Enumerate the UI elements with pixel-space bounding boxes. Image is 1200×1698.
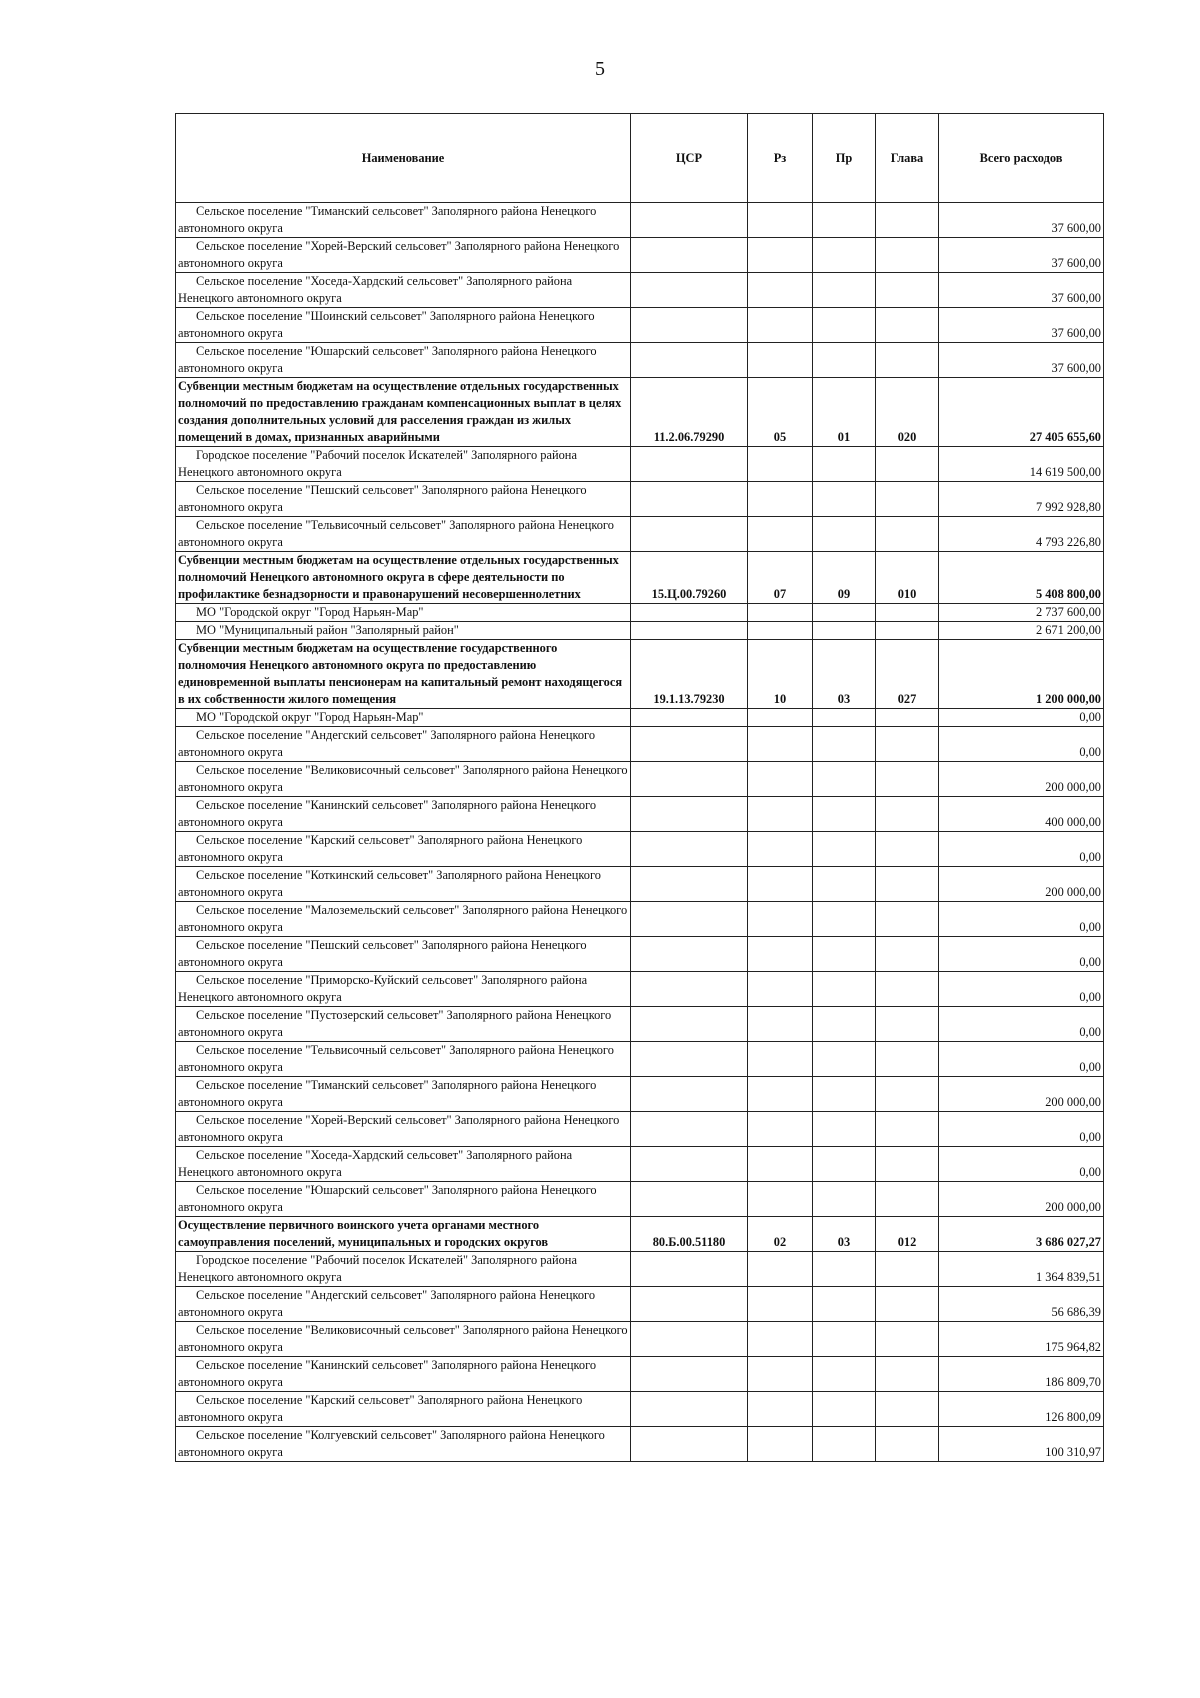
cell-glava: [876, 343, 939, 378]
cell-total: 37 600,00: [939, 203, 1104, 238]
cell-pr: [813, 273, 876, 308]
table-row: [176, 1147, 1104, 1182]
table-row: [176, 709, 1104, 727]
cell-rz: [748, 622, 813, 640]
cell-name: Сельское поселение "Тельвисочный сельсовет" Заполярного района Ненецкого автономного округа: [176, 517, 631, 552]
table-row: [176, 447, 1104, 482]
cell-name: Сельское поселение "Пешский сельсовет" Заполярного района Ненецкого автономного округа: [176, 937, 631, 972]
cell-name: Сельское поселение "Коткинский сельсовет" Заполярного района Ненецкого автономного округа: [176, 867, 631, 902]
cell-pr: [813, 203, 876, 238]
cell-pr: [813, 1077, 876, 1112]
cell-total: 2 671 200,00: [939, 622, 1104, 640]
cell-glava: [876, 273, 939, 308]
cell-csr: [631, 937, 748, 972]
cell-rz: [748, 1182, 813, 1217]
cell-glava: [876, 1182, 939, 1217]
cell-rz: [748, 1287, 813, 1322]
cell-name: Сельское поселение "Канинский сельсовет" Заполярного района Ненецкого автономного округа: [176, 1357, 631, 1392]
cell-csr: [631, 203, 748, 238]
cell-glava: [876, 1077, 939, 1112]
cell-glava: 020: [876, 378, 939, 447]
cell-glava: 010: [876, 552, 939, 604]
cell-name: Сельское поселение "Хоседа-Хардский сельсовет" Заполярного района Ненецкого автономного округа: [176, 273, 631, 308]
cell-pr: 01: [813, 378, 876, 447]
cell-glava: [876, 1147, 939, 1182]
cell-glava: [876, 1427, 939, 1462]
cell-total: 400 000,00: [939, 797, 1104, 832]
table-row: [176, 343, 1104, 378]
cell-pr: [813, 447, 876, 482]
cell-csr: [631, 343, 748, 378]
cell-pr: [813, 604, 876, 622]
table-row: [176, 1357, 1104, 1392]
cell-total: 1 364 839,51: [939, 1252, 1104, 1287]
cell-pr: [813, 1392, 876, 1427]
cell-total: 0,00: [939, 972, 1104, 1007]
cell-glava: [876, 1112, 939, 1147]
cell-csr: [631, 1287, 748, 1322]
cell-csr: [631, 238, 748, 273]
cell-total: 0,00: [939, 727, 1104, 762]
cell-glava: [876, 1007, 939, 1042]
cell-glava: [876, 238, 939, 273]
cell-glava: [876, 1392, 939, 1427]
cell-total: 0,00: [939, 1112, 1104, 1147]
budget-table: [175, 113, 1104, 1462]
cell-total: 0,00: [939, 1147, 1104, 1182]
table-row: [176, 1252, 1104, 1287]
cell-pr: [813, 902, 876, 937]
cell-pr: [813, 1252, 876, 1287]
cell-glava: [876, 797, 939, 832]
cell-pr: [813, 937, 876, 972]
table-row: [176, 832, 1104, 867]
cell-name: Субвенции местным бюджетам на осуществление отдельных государственных полномочий Ненецкого автономного округа в сфере деятельности по профилактике безнадзорности и правонарушений несовершеннолетних: [176, 552, 631, 604]
cell-name: Сельское поселение "Приморско-Куйский сельсовет" Заполярного района Ненецкого автономного округа: [176, 972, 631, 1007]
cell-total: 126 800,09: [939, 1392, 1104, 1427]
table-body: [176, 203, 1104, 1462]
cell-name: Сельское поселение "Хорей-Верский сельсовет" Заполярного района Ненецкого автономного округа: [176, 1112, 631, 1147]
cell-name: Сельское поселение "Тиманский сельсовет" Заполярного района Ненецкого автономного округа: [176, 203, 631, 238]
cell-total: 14 619 500,00: [939, 447, 1104, 482]
cell-csr: 19.1.13.79230: [631, 640, 748, 709]
cell-name: Осуществление первичного воинского учета органами местного самоуправления поселений, муниципальных и городских округов: [176, 1217, 631, 1252]
cell-total: 56 686,39: [939, 1287, 1104, 1322]
cell-pr: [813, 622, 876, 640]
cell-rz: [748, 762, 813, 797]
cell-name: Сельское поселение "Канинский сельсовет" Заполярного района Ненецкого автономного округа: [176, 797, 631, 832]
cell-glava: [876, 622, 939, 640]
cell-pr: [813, 1427, 876, 1462]
cell-total: 2 737 600,00: [939, 604, 1104, 622]
cell-name: Субвенции местным бюджетам на осуществление отдельных государственных полномочий по предоставлению гражданам компенсационных выплат в целях создания дополнительных условий для расселения граждан из жилых помещений в домах, признанных аварийными: [176, 378, 631, 447]
cell-glava: [876, 867, 939, 902]
header-name: Наименование: [176, 114, 631, 203]
cell-csr: [631, 797, 748, 832]
cell-csr: 11.2.06.79290: [631, 378, 748, 447]
cell-rz: [748, 1252, 813, 1287]
cell-csr: [631, 1252, 748, 1287]
cell-csr: [631, 482, 748, 517]
cell-name: МО "Городской округ "Город Нарьян-Мар": [176, 709, 631, 727]
header-pr: Пр: [813, 114, 876, 203]
header-rz: Рз: [748, 114, 813, 203]
table-row: [176, 203, 1104, 238]
cell-rz: [748, 727, 813, 762]
table-row: [176, 1112, 1104, 1147]
cell-name: Городское поселение "Рабочий поселок Искателей" Заполярного района Ненецкого автономного округа: [176, 447, 631, 482]
cell-csr: [631, 1112, 748, 1147]
cell-csr: [631, 727, 748, 762]
cell-glava: [876, 1287, 939, 1322]
cell-pr: [813, 1112, 876, 1147]
cell-rz: 02: [748, 1217, 813, 1252]
cell-pr: [813, 1147, 876, 1182]
cell-csr: [631, 1392, 748, 1427]
table-row: [176, 308, 1104, 343]
cell-glava: [876, 1357, 939, 1392]
cell-pr: [813, 1007, 876, 1042]
table-row: [176, 867, 1104, 902]
cell-rz: [748, 1112, 813, 1147]
table-row-section: [176, 552, 1104, 604]
cell-pr: [813, 797, 876, 832]
table-header-row: [176, 114, 1104, 203]
page-number: 5: [595, 58, 605, 80]
cell-total: 200 000,00: [939, 1077, 1104, 1112]
cell-name: МО "Городской округ "Город Нарьян-Мар": [176, 604, 631, 622]
cell-name: Сельское поселение "Шоинский сельсовет" Заполярного района Ненецкого автономного округа: [176, 308, 631, 343]
cell-pr: [813, 867, 876, 902]
cell-rz: [748, 709, 813, 727]
cell-csr: [631, 1007, 748, 1042]
cell-csr: [631, 273, 748, 308]
cell-csr: [631, 447, 748, 482]
cell-total: 3 686 027,27: [939, 1217, 1104, 1252]
table-row: [176, 1077, 1104, 1112]
table-row-section: [176, 1217, 1104, 1252]
cell-csr: [631, 604, 748, 622]
cell-rz: [748, 482, 813, 517]
cell-glava: [876, 709, 939, 727]
cell-rz: [748, 308, 813, 343]
cell-rz: [748, 238, 813, 273]
cell-glava: [876, 604, 939, 622]
cell-glava: [876, 902, 939, 937]
cell-total: 0,00: [939, 937, 1104, 972]
cell-csr: [631, 1182, 748, 1217]
cell-total: 200 000,00: [939, 1182, 1104, 1217]
cell-rz: [748, 797, 813, 832]
cell-name: Сельское поселение "Хорей-Верский сельсовет" Заполярного района Ненецкого автономного округа: [176, 238, 631, 273]
cell-glava: [876, 517, 939, 552]
cell-rz: [748, 343, 813, 378]
cell-total: 5 408 800,00: [939, 552, 1104, 604]
cell-pr: [813, 308, 876, 343]
table-row-section: [176, 640, 1104, 709]
table-row: [176, 273, 1104, 308]
table-row: [176, 604, 1104, 622]
cell-pr: [813, 832, 876, 867]
cell-pr: [813, 709, 876, 727]
cell-rz: [748, 604, 813, 622]
cell-rz: [748, 867, 813, 902]
cell-rz: [748, 1042, 813, 1077]
cell-csr: [631, 622, 748, 640]
cell-total: 0,00: [939, 1007, 1104, 1042]
cell-rz: [748, 832, 813, 867]
table-row: [176, 482, 1104, 517]
cell-csr: [631, 902, 748, 937]
table-row: [176, 972, 1104, 1007]
cell-pr: [813, 343, 876, 378]
cell-csr: [631, 308, 748, 343]
cell-total: 0,00: [939, 832, 1104, 867]
cell-pr: [813, 727, 876, 762]
table-row: [176, 797, 1104, 832]
table-row: [176, 622, 1104, 640]
table-row: [176, 1322, 1104, 1357]
cell-name: Сельское поселение "Тельвисочный сельсовет" Заполярного района Ненецкого автономного округа: [176, 1042, 631, 1077]
cell-rz: 10: [748, 640, 813, 709]
cell-glava: [876, 447, 939, 482]
cell-total: 4 793 226,80: [939, 517, 1104, 552]
cell-rz: 07: [748, 552, 813, 604]
cell-glava: [876, 1042, 939, 1077]
cell-glava: [876, 727, 939, 762]
cell-total: 100 310,97: [939, 1427, 1104, 1462]
cell-total: 37 600,00: [939, 273, 1104, 308]
cell-pr: [813, 1042, 876, 1077]
table-row: [176, 1007, 1104, 1042]
cell-rz: [748, 1427, 813, 1462]
table-row: [176, 762, 1104, 797]
cell-glava: [876, 762, 939, 797]
cell-rz: 05: [748, 378, 813, 447]
cell-name: Сельское поселение "Великовисочный сельсовет" Заполярного района Ненецкого автономного округа: [176, 762, 631, 797]
cell-csr: [631, 1077, 748, 1112]
table-row: [176, 1287, 1104, 1322]
cell-csr: [631, 972, 748, 1007]
cell-glava: 012: [876, 1217, 939, 1252]
cell-csr: 15.Ц.00.79260: [631, 552, 748, 604]
cell-name: Сельское поселение "Великовисочный сельсовет" Заполярного района Ненецкого автономного округа: [176, 1322, 631, 1357]
cell-rz: [748, 1392, 813, 1427]
table-row-section: [176, 378, 1104, 447]
cell-csr: [631, 1322, 748, 1357]
header-csr: ЦСР: [631, 114, 748, 203]
cell-rz: [748, 1077, 813, 1112]
cell-rz: [748, 972, 813, 1007]
cell-total: 37 600,00: [939, 238, 1104, 273]
cell-csr: [631, 1147, 748, 1182]
header-total: Всего расходов: [939, 114, 1104, 203]
cell-total: 0,00: [939, 709, 1104, 727]
cell-pr: 03: [813, 1217, 876, 1252]
cell-pr: [813, 238, 876, 273]
cell-name: Сельское поселение "Пустозерский сельсовет" Заполярного района Ненецкого автономного округа: [176, 1007, 631, 1042]
cell-csr: [631, 709, 748, 727]
cell-pr: [813, 972, 876, 1007]
cell-csr: [631, 867, 748, 902]
cell-glava: [876, 972, 939, 1007]
cell-total: 200 000,00: [939, 867, 1104, 902]
cell-pr: [813, 1287, 876, 1322]
cell-total: 186 809,70: [939, 1357, 1104, 1392]
cell-glava: [876, 308, 939, 343]
cell-pr: [813, 762, 876, 797]
table-row: [176, 727, 1104, 762]
cell-rz: [748, 1357, 813, 1392]
cell-total: 200 000,00: [939, 762, 1104, 797]
cell-glava: [876, 203, 939, 238]
cell-rz: [748, 902, 813, 937]
cell-glava: [876, 1252, 939, 1287]
cell-rz: [748, 1007, 813, 1042]
cell-name: Сельское поселение "Андегский сельсовет" Заполярного района Ненецкого автономного округа: [176, 1287, 631, 1322]
cell-total: 175 964,82: [939, 1322, 1104, 1357]
cell-total: 7 992 928,80: [939, 482, 1104, 517]
cell-rz: [748, 517, 813, 552]
cell-rz: [748, 273, 813, 308]
cell-name: Городское поселение "Рабочий поселок Искателей" Заполярного района Ненецкого автономного округа: [176, 1252, 631, 1287]
cell-pr: [813, 517, 876, 552]
cell-glava: [876, 1322, 939, 1357]
cell-name: Сельское поселение "Колгуевский сельсовет" Заполярного района Ненецкого автономного округа: [176, 1427, 631, 1462]
table-row: [176, 1042, 1104, 1077]
cell-name: Сельское поселение "Хоседа-Хардский сельсовет" Заполярного района Ненецкого автономного округа: [176, 1147, 631, 1182]
cell-glava: [876, 832, 939, 867]
cell-total: 27 405 655,60: [939, 378, 1104, 447]
table-row: [176, 238, 1104, 273]
cell-name: Сельское поселение "Карский сельсовет" Заполярного района Ненецкого автономного округа: [176, 1392, 631, 1427]
cell-pr: [813, 482, 876, 517]
table-row: [176, 1182, 1104, 1217]
table-row: [176, 902, 1104, 937]
cell-rz: [748, 1322, 813, 1357]
cell-total: 37 600,00: [939, 308, 1104, 343]
cell-csr: [631, 1042, 748, 1077]
cell-total: 0,00: [939, 902, 1104, 937]
cell-name: МО "Муниципальный район "Заполярный район": [176, 622, 631, 640]
cell-name: Сельское поселение "Андегский сельсовет" Заполярного района Ненецкого автономного округа: [176, 727, 631, 762]
header-glava: Глава: [876, 114, 939, 203]
cell-csr: [631, 762, 748, 797]
cell-glava: 027: [876, 640, 939, 709]
table-row: [176, 1427, 1104, 1462]
cell-glava: [876, 937, 939, 972]
cell-csr: [631, 1427, 748, 1462]
cell-name: Сельское поселение "Тиманский сельсовет" Заполярного района Ненецкого автономного округа: [176, 1077, 631, 1112]
cell-pr: [813, 1357, 876, 1392]
cell-csr: [631, 1357, 748, 1392]
cell-name: Сельское поселение "Карский сельсовет" Заполярного района Ненецкого автономного округа: [176, 832, 631, 867]
cell-total: 1 200 000,00: [939, 640, 1104, 709]
cell-pr: [813, 1322, 876, 1357]
cell-name: Сельское поселение "Малоземельский сельсовет" Заполярного района Ненецкого автономного округа: [176, 902, 631, 937]
cell-name: Субвенции местным бюджетам на осуществление государственного полномочия Ненецкого автономного округа по предоставлению единовременной выплаты пенсионерам на капитальный ремонт находящегося в их собственности жилого помещения: [176, 640, 631, 709]
cell-total: 0,00: [939, 1042, 1104, 1077]
cell-pr: 03: [813, 640, 876, 709]
cell-rz: [748, 203, 813, 238]
cell-csr: [631, 832, 748, 867]
cell-pr: 09: [813, 552, 876, 604]
cell-name: Сельское поселение "Юшарский сельсовет" Заполярного района Ненецкого автономного округа: [176, 1182, 631, 1217]
cell-name: Сельское поселение "Пешский сельсовет" Заполярного района Ненецкого автономного округа: [176, 482, 631, 517]
cell-csr: [631, 517, 748, 552]
cell-name: Сельское поселение "Юшарский сельсовет" Заполярного района Ненецкого автономного округа: [176, 343, 631, 378]
cell-rz: [748, 447, 813, 482]
cell-pr: [813, 1182, 876, 1217]
table-row: [176, 517, 1104, 552]
cell-rz: [748, 937, 813, 972]
cell-total: 37 600,00: [939, 343, 1104, 378]
table-row: [176, 937, 1104, 972]
cell-rz: [748, 1147, 813, 1182]
cell-csr: 80.Б.00.51180: [631, 1217, 748, 1252]
cell-glava: [876, 482, 939, 517]
table-row: [176, 1392, 1104, 1427]
